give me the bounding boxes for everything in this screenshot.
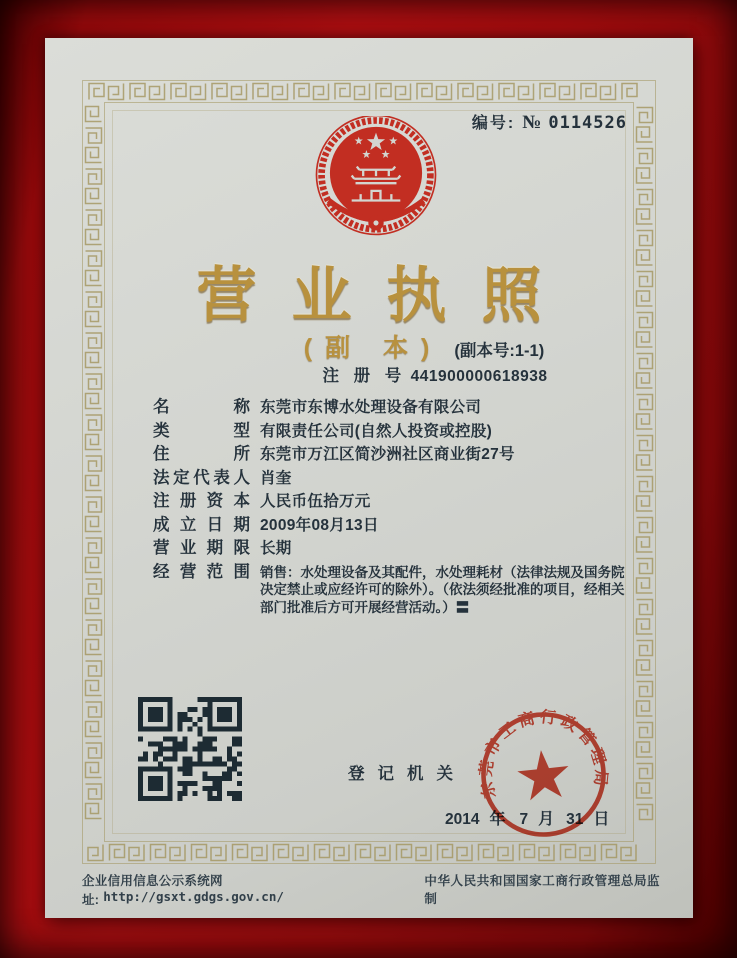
field-value: 人民币伍拾万元 [260,493,371,510]
issue-year: 2014 [445,811,480,828]
copy-subtitle [100,328,737,364]
field-row-established [153,517,645,534]
registration-number: 441900000618938 [410,368,548,385]
credit-site-url: http://gsxt.gdgs.gov.cn/ [103,889,284,904]
qr-code [138,697,242,801]
field-row-name [153,399,645,416]
field-label: 注 册 资 本 [153,492,250,510]
serial-line [472,110,627,134]
supervisor-line: 中华人民共和国国家工商行政管理总局监制 [424,874,661,906]
seal-text: 东莞市工商行政管理局 [477,708,610,800]
month-unit: 月 [538,811,555,828]
serial-label: 编号: [471,115,516,132]
field-value: 销售：水处理设备及其配件，水处理耗材（法律法规及国务院决定禁止或应经许可的除外）。（依法须经批准的项目，经相关部门批准后方可开展经营活动。）〓 [260,564,625,615]
registry-authority-label: 登记机关 [348,765,466,783]
copy-number: (副本号:1-1) [454,342,545,360]
serial-number: 0114526 [548,113,627,133]
year-unit: 年 [489,811,506,828]
field-label: 法 定 代 表 人 [153,468,250,487]
field-label: 营 业 期 限 [153,539,250,557]
field-label: 名 称 [153,398,250,416]
field-value: 东莞市东博水处理设备有限公司 [260,399,482,416]
field-row-address [153,446,645,463]
field-value: 肖奎 [260,469,292,487]
field-value: 有限责任公司(自然人投资或控股) [260,422,493,440]
license-title: 营业执照 [196,262,577,329]
field-label: 住 所 [153,445,250,463]
field-label: 成 立 日 期 [153,515,250,534]
fields-section [153,399,645,623]
issue-month: 7 [519,811,529,828]
field-label: 类 型 [153,421,250,440]
field-label: 经 营 范 围 [153,562,250,581]
day-unit: 日 [593,811,610,828]
numero-symbol: № [522,112,542,133]
copy-label: (副 本) [303,334,443,362]
field-row-term [153,540,645,557]
field-row-type [153,423,645,440]
registration-number-line [111,362,737,386]
field-value: 东莞市万江区简沙洲社区商业街27号 [260,446,515,463]
field-row-capital [153,493,645,510]
certificate-paper [45,38,693,918]
field-value: 长期 [260,540,292,557]
issue-day: 31 [566,811,584,828]
footer [82,871,673,909]
prc-national-emblem-icon [311,116,441,244]
field-value: 2009年08月13日 [260,516,379,534]
registration-label: 注 册 号 [322,367,407,385]
credit-site-label: 企业信用信息公示系统网址: [82,874,223,907]
aic-red-seal-stamp [471,702,616,847]
credit-site-line [82,871,424,909]
field-row-legal-rep [153,470,645,487]
field-row-scope [153,564,645,617]
